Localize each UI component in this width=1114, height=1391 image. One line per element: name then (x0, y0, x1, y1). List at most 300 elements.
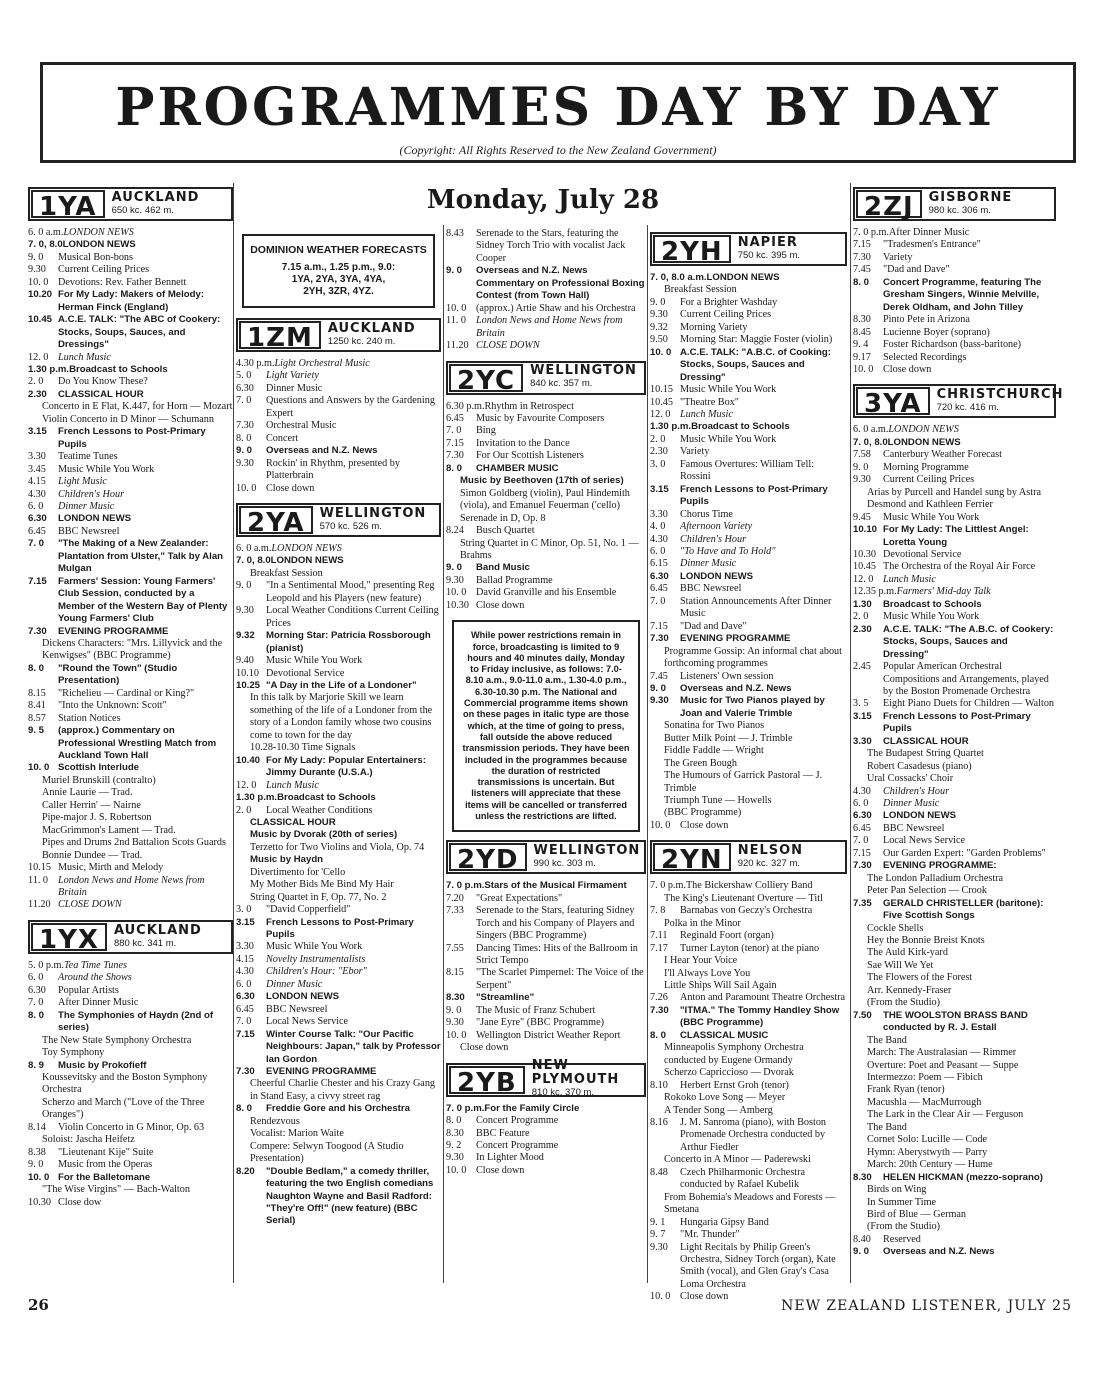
programme-item (650, 683, 847, 695)
programme-time: 9. 0 (446, 265, 463, 277)
programme-item (446, 905, 646, 942)
programme-time: 10. 0 (28, 1171, 50, 1183)
programme-time (853, 960, 867, 972)
programme-item (650, 955, 847, 967)
programme-item (28, 1159, 233, 1171)
programme-time (853, 1159, 867, 1171)
programme-item (446, 967, 646, 992)
programme-item (236, 445, 441, 457)
programme-time (28, 1184, 42, 1196)
programme-time (236, 842, 250, 854)
programme-time: 7. 0 p.m. (446, 1102, 485, 1114)
programme-item (28, 501, 233, 513)
programme-time: 10.20 (28, 289, 53, 301)
programme-item (236, 358, 441, 370)
programme-title: March: The Australasian — Rimmer (867, 1047, 1017, 1059)
programme-item (650, 758, 847, 770)
column-rule (443, 225, 444, 1283)
programme-time (28, 825, 42, 837)
programme-title: BBC Feature (476, 1127, 530, 1139)
programme-title: Current Ceiling Prices (58, 264, 150, 276)
programme-time: 8.57 (28, 712, 46, 724)
programme-item (853, 574, 1056, 586)
weather-forecast-box (242, 234, 435, 308)
programme-time (446, 1042, 460, 1054)
programme-title: "David Copperfield" (266, 904, 351, 916)
programme-time: 6.45 (650, 583, 668, 595)
programme-item (28, 850, 233, 862)
column-2 (236, 228, 441, 1228)
programme-item (650, 918, 847, 930)
programme-title: For My Lady: Makers of Melody: Herman Finck (England) (58, 289, 205, 313)
programme-time: 7.30 (853, 251, 871, 263)
programme-item (236, 433, 441, 445)
programme-title: For the Family Circle (484, 1102, 580, 1114)
programme-item (446, 893, 646, 905)
programme-item (28, 1060, 233, 1072)
programme-title: EVENING PROGRAMME (58, 625, 169, 637)
programme-time: 9.40 (236, 655, 254, 667)
programme-title: BBC Newsreel (680, 583, 742, 595)
programme-item (650, 992, 847, 1004)
programme-item (236, 668, 441, 680)
programme-time (650, 980, 664, 992)
programme-title: Teatime Tunes (58, 451, 118, 463)
programme-item (853, 424, 1056, 436)
programme-title: CLASSICAL MUSIC (680, 1029, 769, 1041)
programme-title: The Band (867, 1121, 907, 1133)
programme-title: Breakfast Session (250, 567, 323, 579)
programme-title: Serenade to the Stars, featuring Sidney Torch and his Company of Players and Singers (BBC Programme) (476, 905, 635, 942)
programme-title: Children's Hour (883, 785, 950, 797)
programme-title: After Dinner Music (58, 997, 139, 1009)
programme-time: 3. 0 (650, 458, 666, 470)
programme-title: Violin Concerto in D Minor — Schumann (42, 413, 214, 425)
programme-time: 3.30 (236, 941, 254, 953)
programme-time (28, 1072, 42, 1097)
programme-time (853, 1147, 867, 1159)
programme-time: 7.30 (28, 625, 47, 637)
programme-time (650, 733, 664, 745)
programme-item (853, 624, 1056, 661)
programme-title: EVENING PROGRAMME: (883, 860, 997, 872)
programme-time: 11. 0 (446, 315, 466, 327)
station-city: NAPIER (737, 234, 798, 250)
programme-item (28, 451, 233, 463)
programme-time: 7. 0 p.m. (853, 227, 889, 238)
programme-item (853, 561, 1056, 573)
programme-item (853, 1010, 1056, 1035)
programme-title: Simon Goldberg (violin), Paul Hindemith (viola), and Emanuel Feuerman ('cello) (460, 487, 630, 512)
programme-time (853, 487, 867, 512)
programme-time (853, 935, 867, 947)
programme-title: Light Music (58, 476, 107, 488)
programme-title: For a Brighter Washday (680, 296, 778, 308)
programme-title: Violin Concerto in G Minor, Op. 63 (58, 1121, 205, 1133)
programme-time: 9.30 (446, 1017, 464, 1029)
programme-title: Scherzo and March ("Love of the Three Oranges") (42, 1096, 205, 1121)
programme-item (650, 807, 847, 819)
programme-item (650, 534, 847, 546)
programme-time: 9.30 (650, 309, 668, 321)
programme-time: 8. 9 (28, 1059, 45, 1071)
programme-time: 7.15 (853, 847, 871, 859)
programme-item (28, 401, 233, 413)
station-frequency: 1250 kc. 240 m. (327, 335, 396, 347)
programme-item (446, 265, 646, 302)
station-city: AUCKLAND (111, 189, 200, 205)
programme-list-2yh (650, 272, 847, 832)
programme-time (853, 972, 867, 984)
programme-time: 7. 0, 8.0 (28, 239, 63, 251)
station-header-2yb (446, 1058, 646, 1099)
programme-list-2ya (236, 543, 441, 1228)
programme-item (28, 725, 233, 762)
programme-item (236, 1029, 441, 1066)
programme-item (28, 775, 233, 787)
programme-item (650, 980, 847, 992)
programme-item (28, 277, 233, 289)
column-rule (850, 183, 851, 1283)
programme-item (853, 736, 1056, 748)
programme-time: 7.20 (446, 892, 464, 904)
programme-item (446, 450, 646, 462)
programme-item (650, 770, 847, 795)
programme-item (236, 568, 441, 580)
station-frequency: 570 kc. 526 m. (319, 520, 382, 532)
programme-title: Rockin' in Rhythm, presented by Platterbrain (266, 457, 400, 482)
programme-time (446, 475, 460, 487)
programme-title: The Orchestra of the Royal Air Force (883, 561, 1036, 573)
programme-title: Broadcast to Schools (883, 598, 982, 610)
programme-title: March: 20th Century — Hume (867, 1159, 993, 1171)
programme-time: 8. 0 (28, 1009, 45, 1021)
programme-title: Current Ceiling Prices (883, 474, 975, 486)
programme-item (28, 1047, 233, 1059)
programme-item (28, 1184, 233, 1196)
programme-title: For the Balletomane (58, 1171, 151, 1183)
programme-item (28, 812, 233, 824)
programme-item (650, 1092, 847, 1104)
programme-item (446, 525, 646, 537)
programme-time (28, 800, 42, 812)
programme-time (853, 1109, 867, 1121)
programme-time: 10. 0 (28, 276, 49, 288)
programme-item (853, 1234, 1056, 1246)
programme-time: 9. 0 (853, 1246, 870, 1258)
programme-item (853, 611, 1056, 623)
programme-time: 3.15 (853, 710, 872, 722)
programme-list-2yc (446, 401, 646, 613)
programme-item (650, 745, 847, 757)
programme-item (236, 867, 441, 879)
programme-title: Overseas and N.Z. News (266, 445, 378, 457)
programme-title: The Auld Kirk-yard (867, 947, 948, 959)
programme-item (28, 526, 233, 538)
programme-title: Around the Shows (58, 972, 132, 984)
programme-title: Czech Philharmonic Orchestra conducted by Rafael Kubelik (680, 1166, 806, 1191)
programme-time: 12.35 p.m. (853, 586, 897, 598)
programme-item (853, 748, 1056, 760)
programme-title: Famous Overtures: William Tell: Rossini (680, 458, 815, 483)
programme-item (236, 805, 441, 817)
programme-title: Cockle Shells (867, 922, 924, 934)
programme-title: A.C.E. TALK: "A.B.C. of Cooking: Stocks, Soups, Sauces and Dressing" (680, 346, 831, 383)
programme-title: Hey the Bonnie Breist Knots (867, 935, 985, 947)
programme-item (446, 587, 646, 599)
programme-time (853, 748, 867, 760)
programme-title: "A Day in the Life of a Londoner" (266, 679, 417, 691)
programme-title: Music by Beethoven (17th of series) (460, 475, 624, 487)
programme-title: The Music of Franz Schubert (476, 1004, 596, 1016)
programme-title: "Theatre Box" (680, 396, 739, 408)
programme-title: Sonatina for Two Pianos (664, 720, 765, 732)
programme-title: CLOSE DOWN (476, 340, 540, 352)
programme-item (650, 1080, 847, 1092)
station-header-1yx (28, 920, 233, 954)
programme-item (446, 401, 646, 413)
programme-title: French Lessons to Post-Primary Pupils (58, 426, 206, 450)
programme-title: Farmers' Session: Young Farmers' Club Session, conducted by a Member of the Western Bay of Plenty Young Farmers' Club (58, 575, 228, 625)
programme-title: Music by Haydn (250, 854, 324, 866)
programme-time (236, 879, 250, 891)
programme-title: The King's Lieutenant Overture — Titl (664, 892, 823, 904)
programme-title: "Jane Eyre" (BBC Programme) (476, 1017, 604, 1029)
programme-item (650, 322, 847, 334)
programme-item (236, 655, 441, 667)
programme-time: 9. 0 (650, 682, 667, 694)
programme-title: Soloist: Jascha Heifetz (42, 1134, 135, 1146)
programme-time (236, 742, 250, 754)
programme-item (853, 1221, 1056, 1233)
programme-time: 9.30 (446, 574, 464, 586)
programme-title: Variety (883, 251, 913, 263)
programme-time: 8.15 (446, 967, 464, 979)
programme-time: 8.16 (650, 1117, 668, 1128)
programme-time: 10.30 (446, 599, 469, 611)
programme-time (446, 488, 460, 513)
programme-title: Compere: Selwyn Toogood (A Studio Presentation) (250, 1140, 404, 1165)
programme-item (853, 524, 1056, 549)
programme-item (28, 376, 233, 388)
programme-item (28, 1010, 233, 1035)
programme-title: After Dinner Music (888, 227, 970, 238)
programme-title: Triumph Tune — Howells (664, 795, 772, 807)
programme-title: Musical Bon-bons (58, 251, 133, 263)
programme-title: 10.28-10.30 Time Signals (250, 742, 356, 754)
programme-title: Light Recitals by Philip Green's Orchestra, Sidney Torch (organ), Kate Smith (vocal), and Glen Gray's Casa Loma Orchestra (680, 1241, 836, 1290)
programme-item (236, 1128, 441, 1140)
programme-title: LONDON NEWS (680, 570, 754, 582)
station-header-2yc (446, 361, 646, 395)
programme-time (853, 997, 867, 1009)
programme-title: LONDON NEWS (266, 991, 340, 1003)
programme-time: 10. 0 (446, 1029, 467, 1041)
programme-item (853, 698, 1056, 710)
programme-item (236, 829, 441, 841)
programme-title: Concert (266, 432, 299, 444)
programme-item (853, 339, 1056, 351)
programme-item (236, 991, 441, 1003)
programme-item (236, 605, 441, 630)
programme-title: Lucienne Boyer (soprano) (883, 326, 990, 338)
programme-item (853, 264, 1056, 276)
programme-title: Variety (680, 446, 710, 458)
programme-item (650, 1005, 847, 1030)
programme-title: Divertimento for 'Cello (250, 866, 346, 878)
programme-title: Station Notices (58, 712, 121, 724)
programme-item (853, 1072, 1056, 1084)
programme-title: Farmers' Mid-day Talk (896, 586, 991, 598)
programme-item (853, 1147, 1056, 1159)
programme-time: 3.15 (650, 483, 669, 495)
station-call-sign: 1ZM (239, 321, 321, 349)
programme-time: 9. 0 (446, 562, 463, 574)
programme-title: The Lark in the Clear Air — Ferguson (867, 1109, 1024, 1121)
programme-title: Arias by Purcell and Handel sung by Astra Desmond and Kathleen Ferrier (867, 486, 1042, 511)
programme-title: Bing (476, 425, 496, 437)
programme-title: Lunch Music (266, 779, 319, 791)
programme-time: 7. 0 p.m. (650, 880, 686, 892)
programme-item (650, 880, 847, 892)
programme-title: Sae Will We Yet (867, 959, 934, 971)
programme-item (446, 303, 646, 315)
programme-title: Broadcast to Schools (69, 363, 168, 375)
programme-time: 9.50 (650, 334, 668, 346)
programme-time: 9. 0 (236, 445, 253, 457)
programme-item (28, 314, 233, 351)
programme-time: 6. 0 (650, 545, 666, 557)
programme-title: THE WOOLSTON BRASS BAND conducted by R. J. Estall (883, 1009, 1028, 1034)
weather-line: 2YH, 3ZR, 4YZ. (303, 286, 374, 297)
programme-time (650, 1192, 664, 1217)
programme-item (28, 997, 233, 1009)
programme-time: 3. 5 (853, 698, 869, 710)
programme-time (650, 1105, 664, 1117)
station-frequency: 990 kc. 303 m. (533, 858, 596, 870)
programme-item (28, 1097, 233, 1122)
programme-item (650, 893, 847, 905)
programme-time: 9. 0 (28, 251, 44, 263)
programme-item (236, 1103, 441, 1115)
programme-time (28, 1097, 42, 1122)
programme-title: BBC Newsreel (883, 822, 945, 834)
programme-title: Music from the Operas (58, 1159, 153, 1171)
programme-item (853, 599, 1056, 611)
programme-list-1ya (28, 227, 233, 912)
programme-item (650, 930, 847, 942)
programme-time (650, 1067, 664, 1079)
station-call-sign: 1YA (31, 190, 105, 218)
programme-time: 10.45 (650, 396, 673, 408)
programme-item (446, 1165, 646, 1177)
station-frequency: 720 kc. 416 m. (936, 402, 999, 414)
programme-item (853, 661, 1056, 698)
programme-title: Band Music (476, 562, 530, 574)
programme-item (853, 1172, 1056, 1184)
page-number: 26 (28, 1296, 49, 1314)
programme-time (236, 568, 250, 580)
programme-item (650, 558, 847, 570)
programme-title: Terzetto for Two Violins and Viola, Op. 74 (250, 841, 425, 853)
programme-time: 6. 0 a.m. (853, 424, 889, 436)
programme-time: 8. 0 (446, 462, 463, 474)
programme-time (650, 893, 664, 905)
programme-item (28, 414, 233, 426)
programme-title: Cheerful Charlie Chester and his Crazy Gang in Stand Easy, a civvy street rag (250, 1078, 436, 1102)
programme-item (650, 1067, 847, 1079)
programme-item (853, 873, 1056, 885)
programme-title: Cornet Solo: Lucille — Code (867, 1134, 987, 1146)
programme-time (853, 1209, 867, 1221)
programme-item (28, 837, 233, 849)
programme-title: Serenade in D, Op. 8 (460, 512, 546, 524)
programme-item (446, 228, 646, 265)
programme-time: 4. 0 (650, 521, 666, 533)
programme-item (650, 334, 847, 346)
programme-time (650, 284, 664, 296)
station-call-sign: 2YB (449, 1066, 525, 1094)
programme-title: Music While You Work (266, 655, 363, 667)
programme-item (28, 264, 233, 276)
programme-item (236, 458, 441, 483)
programme-title: Freddie Gore and his Orchestra (266, 1103, 410, 1115)
date-heading-wrap (236, 183, 850, 221)
programme-time (853, 947, 867, 959)
programme-title: Rendezvous (250, 1115, 300, 1127)
programme-time: 7.30 (853, 860, 872, 872)
programme-title: Toy Symphony (42, 1047, 105, 1059)
programme-title: Dinner Music (58, 500, 115, 512)
programme-time: 6. 0 (853, 798, 869, 810)
programme-time: 7.17 (650, 942, 668, 954)
programme-item (650, 409, 847, 421)
programme-time: 7.15 (853, 239, 871, 251)
programme-title: Lunch Music (680, 408, 733, 420)
programme-item (28, 227, 233, 239)
programme-time (853, 1060, 867, 1072)
programme-time: 10.10 (853, 524, 878, 536)
programme-title: Dinner Music (883, 798, 940, 810)
programme-time: 8.30 (853, 1171, 872, 1183)
programme-title: CLASSICAL HOUR (883, 735, 969, 747)
programme-title: Canterbury Weather Forecast (883, 449, 1002, 461)
programme-item (853, 1209, 1056, 1221)
programme-time: 9. 0 (28, 1159, 44, 1171)
programme-item (236, 580, 441, 605)
programme-time: 4.30 (28, 488, 46, 500)
programme-time: 10.15 (650, 384, 673, 396)
programme-list-1yx (28, 960, 233, 1209)
station-call-sign: 2YH (653, 235, 731, 263)
programme-title: "Richelieu — Cardinal or King?" (58, 687, 195, 699)
weather-title: DOMINION WEATHER FORECASTS (250, 244, 427, 256)
programme-time: 8.30 (446, 1127, 464, 1139)
programme-time: 8.20 (236, 1165, 255, 1177)
programme-item (28, 787, 233, 799)
programme-item (446, 475, 646, 487)
programme-time: 9. 5 (28, 725, 45, 737)
station-header-2yh (650, 232, 847, 266)
programme-item (28, 762, 233, 774)
programme-item (650, 695, 847, 720)
programme-time (853, 885, 867, 897)
station-call-sign: 1YX (31, 923, 107, 951)
programme-time: 7.30 (650, 633, 669, 645)
programme-item (236, 395, 441, 420)
programme-time: 6.30 (28, 984, 46, 996)
programme-item (236, 1016, 441, 1028)
